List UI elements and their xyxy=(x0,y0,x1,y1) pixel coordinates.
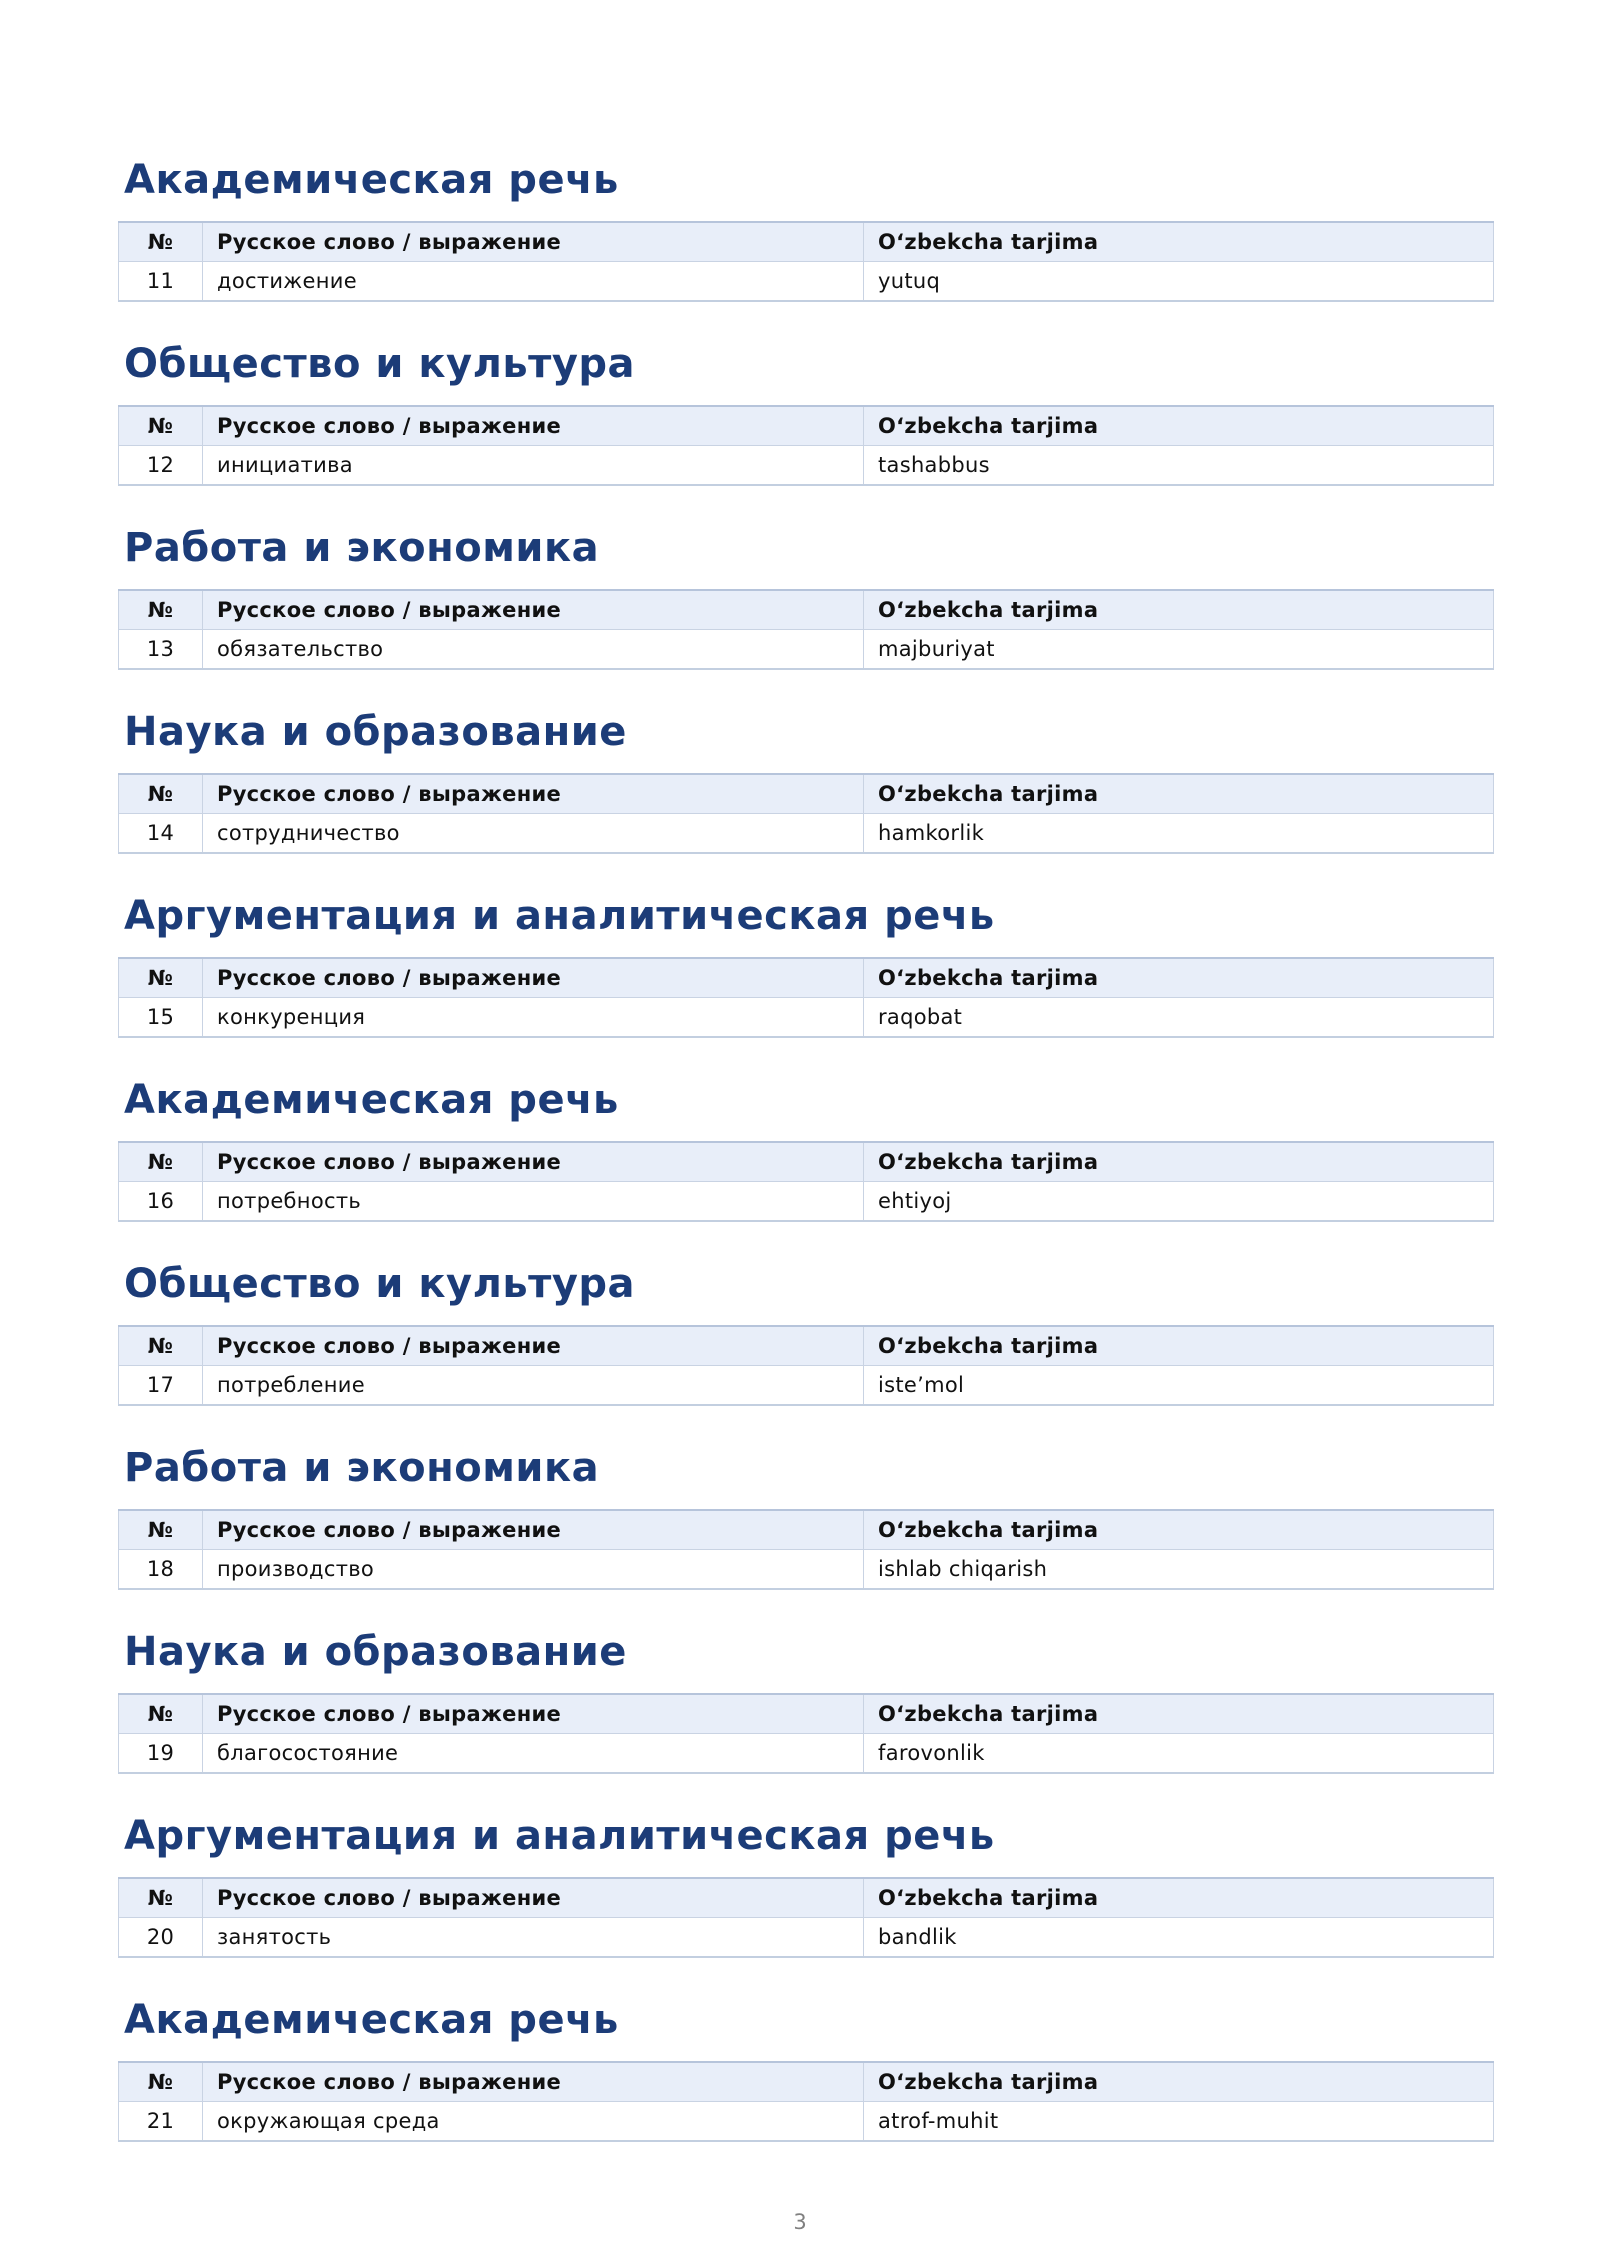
table-header-row xyxy=(119,406,1494,446)
vocabulary-section xyxy=(118,700,1493,884)
header-uzbek: O‘zbekcha tarjima xyxy=(864,590,1494,630)
vocabulary-section xyxy=(118,332,1493,516)
header-russian: Русское слово / выражение xyxy=(203,1878,864,1918)
row-number: 21 xyxy=(119,2102,203,2142)
vocabulary-table xyxy=(118,405,1494,486)
table-header-row xyxy=(119,1142,1494,1182)
section-title: Наука и образование xyxy=(124,709,627,755)
table-row xyxy=(119,446,1494,486)
header-uzbek: O‘zbekcha tarjima xyxy=(864,222,1494,262)
vocabulary-section xyxy=(118,1068,1493,1252)
table-header-row xyxy=(119,774,1494,814)
table-header-row xyxy=(119,1326,1494,1366)
header-russian: Русское слово / выражение xyxy=(203,2062,864,2102)
row-uzbek: majburiyat xyxy=(864,630,1494,670)
section-title: Аргументация и аналитическая речь xyxy=(124,1813,995,1859)
vocabulary-table xyxy=(118,589,1494,670)
header-number: № xyxy=(119,590,203,630)
table-row xyxy=(119,262,1494,302)
header-uzbek: O‘zbekcha tarjima xyxy=(864,1878,1494,1918)
header-russian: Русское слово / выражение xyxy=(203,590,864,630)
header-number: № xyxy=(119,1326,203,1366)
header-number: № xyxy=(119,1878,203,1918)
row-number: 11 xyxy=(119,262,203,302)
section-title: Аргументация и аналитическая речь xyxy=(124,893,995,939)
row-russian: обязательство xyxy=(203,630,864,670)
vocabulary-section xyxy=(118,1988,1493,2172)
section-title: Наука и образование xyxy=(124,1629,627,1675)
vocabulary-table xyxy=(118,1509,1494,1590)
row-uzbek: iste’mol xyxy=(864,1366,1494,1406)
row-russian: потребность xyxy=(203,1182,864,1222)
row-number: 16 xyxy=(119,1182,203,1222)
table-row xyxy=(119,814,1494,854)
header-number: № xyxy=(119,958,203,998)
row-number: 15 xyxy=(119,998,203,1038)
vocabulary-table xyxy=(118,1325,1494,1406)
header-russian: Русское слово / выражение xyxy=(203,774,864,814)
row-number: 17 xyxy=(119,1366,203,1406)
row-uzbek: tashabbus xyxy=(864,446,1494,486)
header-russian: Русское слово / выражение xyxy=(203,1326,864,1366)
table-row xyxy=(119,1182,1494,1222)
vocabulary-table xyxy=(118,2061,1494,2142)
table-row xyxy=(119,1918,1494,1958)
header-russian: Русское слово / выражение xyxy=(203,222,864,262)
section-title: Академическая речь xyxy=(124,1077,619,1123)
header-uzbek: O‘zbekcha tarjima xyxy=(864,958,1494,998)
section-title: Работа и экономика xyxy=(124,1445,600,1491)
header-number: № xyxy=(119,222,203,262)
vocabulary-table xyxy=(118,1693,1494,1774)
section-title: Общество и культура xyxy=(124,1261,636,1307)
vocabulary-section xyxy=(118,884,1493,1068)
row-uzbek: ehtiyoj xyxy=(864,1182,1494,1222)
vocabulary-section xyxy=(118,1436,1493,1620)
section-title: Общество и культура xyxy=(124,341,636,387)
vocabulary-section xyxy=(118,1252,1493,1436)
section-title: Академическая речь xyxy=(124,1997,619,2043)
vocabulary-sections xyxy=(118,148,1493,2172)
row-number: 13 xyxy=(119,630,203,670)
header-number: № xyxy=(119,406,203,446)
vocabulary-table xyxy=(118,1141,1494,1222)
row-uzbek: hamkorlik xyxy=(864,814,1494,854)
table-row xyxy=(119,998,1494,1038)
vocabulary-section xyxy=(118,148,1493,332)
header-uzbek: O‘zbekcha tarjima xyxy=(864,1694,1494,1734)
section-title: Работа и экономика xyxy=(124,525,600,571)
vocabulary-table xyxy=(118,1877,1494,1958)
row-uzbek: ishlab chiqarish xyxy=(864,1550,1494,1590)
row-uzbek: bandlik xyxy=(864,1918,1494,1958)
table-header-row xyxy=(119,222,1494,262)
header-number: № xyxy=(119,774,203,814)
page-number: 3 xyxy=(793,2210,807,2234)
row-russian: благосостояние xyxy=(203,1734,864,1774)
header-uzbek: O‘zbekcha tarjima xyxy=(864,1510,1494,1550)
table-row xyxy=(119,1366,1494,1406)
table-row xyxy=(119,1550,1494,1590)
vocabulary-section xyxy=(118,1620,1493,1804)
row-uzbek: farovonlik xyxy=(864,1734,1494,1774)
vocabulary-table xyxy=(118,221,1494,302)
header-number: № xyxy=(119,2062,203,2102)
header-uzbek: O‘zbekcha tarjima xyxy=(864,406,1494,446)
vocabulary-section xyxy=(118,1804,1493,1988)
header-uzbek: O‘zbekcha tarjima xyxy=(864,2062,1494,2102)
row-russian: занятость xyxy=(203,1918,864,1958)
row-number: 20 xyxy=(119,1918,203,1958)
row-number: 18 xyxy=(119,1550,203,1590)
table-header-row xyxy=(119,2062,1494,2102)
vocabulary-section xyxy=(118,516,1493,700)
header-uzbek: O‘zbekcha tarjima xyxy=(864,774,1494,814)
row-number: 12 xyxy=(119,446,203,486)
table-header-row xyxy=(119,1694,1494,1734)
header-number: № xyxy=(119,1694,203,1734)
header-russian: Русское слово / выражение xyxy=(203,1694,864,1734)
header-uzbek: O‘zbekcha tarjima xyxy=(864,1142,1494,1182)
row-russian: производство xyxy=(203,1550,864,1590)
row-number: 14 xyxy=(119,814,203,854)
header-number: № xyxy=(119,1510,203,1550)
table-row xyxy=(119,2102,1494,2142)
header-russian: Русское слово / выражение xyxy=(203,1142,864,1182)
row-russian: сотрудничество xyxy=(203,814,864,854)
row-russian: достижение xyxy=(203,262,864,302)
row-russian: конкуренция xyxy=(203,998,864,1038)
row-number: 19 xyxy=(119,1734,203,1774)
row-russian: потребление xyxy=(203,1366,864,1406)
table-row xyxy=(119,1734,1494,1774)
vocabulary-table xyxy=(118,773,1494,854)
table-row xyxy=(119,630,1494,670)
header-russian: Русское слово / выражение xyxy=(203,406,864,446)
header-uzbek: O‘zbekcha tarjima xyxy=(864,1326,1494,1366)
table-header-row xyxy=(119,590,1494,630)
section-title: Академическая речь xyxy=(124,157,619,203)
row-russian: инициатива xyxy=(203,446,864,486)
header-russian: Русское слово / выражение xyxy=(203,958,864,998)
vocabulary-table xyxy=(118,957,1494,1038)
row-uzbek: atrof-muhit xyxy=(864,2102,1494,2142)
table-header-row xyxy=(119,1878,1494,1918)
table-header-row xyxy=(119,958,1494,998)
row-russian: окружающая среда xyxy=(203,2102,864,2142)
row-uzbek: yutuq xyxy=(864,262,1494,302)
header-number: № xyxy=(119,1142,203,1182)
row-uzbek: raqobat xyxy=(864,998,1494,1038)
table-header-row xyxy=(119,1510,1494,1550)
header-russian: Русское слово / выражение xyxy=(203,1510,864,1550)
